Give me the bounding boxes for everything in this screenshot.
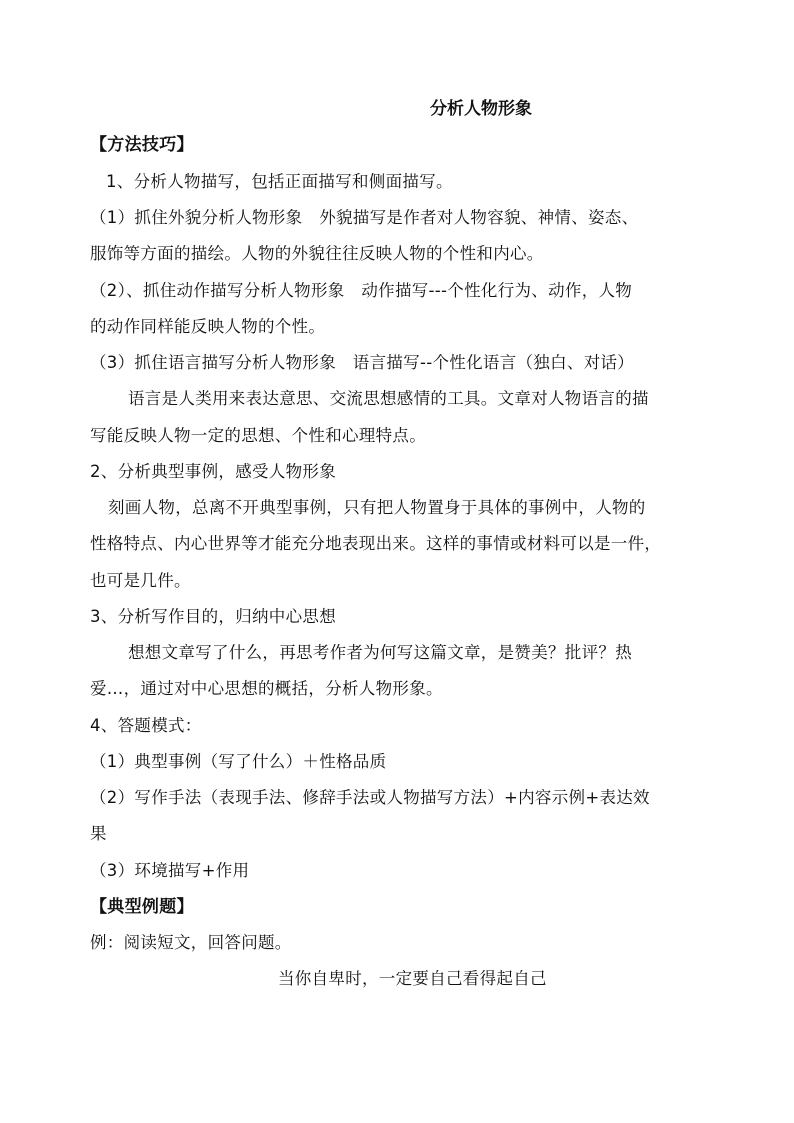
paragraph-line: 刻画人物，总离不开典型事例，只有把人物置身于具体的事例中，人物的 [108,498,646,517]
page-title: 分析人物形象 [430,99,532,119]
paragraph-line: 爱…，通过对中心思想的概括，分析人物形象。 [90,679,443,698]
paragraph-line: 的动作同样能反映人物的个性。 [90,317,326,336]
paragraph-line: 性格特点、内心世界等才能充分地表现出来。这样的事情或材料可以是一件， [90,534,662,553]
example-intro: 例：阅读短文，回答问题。 [90,933,292,952]
paragraph-line: 服饰等方面的描绘。人物的外貌往往反映人物的个性和内心。 [90,244,544,263]
paragraph-line: 想想文章写了什么，再思考作者为何写这篇文章，是赞美？批评？热 [128,643,632,662]
paragraph-line: （1）抓住外貌分析人物形象 外貌描写是作者对人物容貌、神情、姿态、 [90,208,639,227]
section-heading-method: 【方法技巧】 [90,135,194,155]
paragraph-line: 2、分析典型事例，感受人物形象 [90,462,336,481]
paragraph-line: 3、分析写作目的，归纳中心思想 [90,607,336,626]
section-heading-example: 【典型例题】 [90,897,194,917]
paragraph-line: 语言是人类用来表达意思、交流思想感情的工具。文章对人物语言的描 [128,389,649,408]
paragraph-line: （2）写作手法（表现手法、修辞手法或人物描写方法）+内容示例+表达效 [90,788,650,807]
paragraph-line: 果 [90,824,107,843]
passage-title: 当你自卑时，一定要自己看得起自己 [278,969,547,988]
paragraph-line: 写能反映人物一定的思想、个性和心理特点。 [90,426,426,445]
paragraph-line: （2）、抓住动作描写分析人物形象 动作描写---个性化行为、动作，人物 [90,281,633,300]
paragraph-line: 4、答题模式： [90,716,202,735]
paragraph-line: 1、分析人物描写，包括正面描写和侧面描写。 [106,172,453,191]
paragraph-line: （3）抓住语言描写分析人物形象 语言描写--个性化语言（独白、对话） [90,353,635,372]
paragraph-line: （1）典型事例（写了什么）＋性格品质 [90,752,387,771]
paragraph-line: 也可是几件。 [90,571,191,590]
paragraph-line: （3）环境描写+作用 [90,861,250,880]
